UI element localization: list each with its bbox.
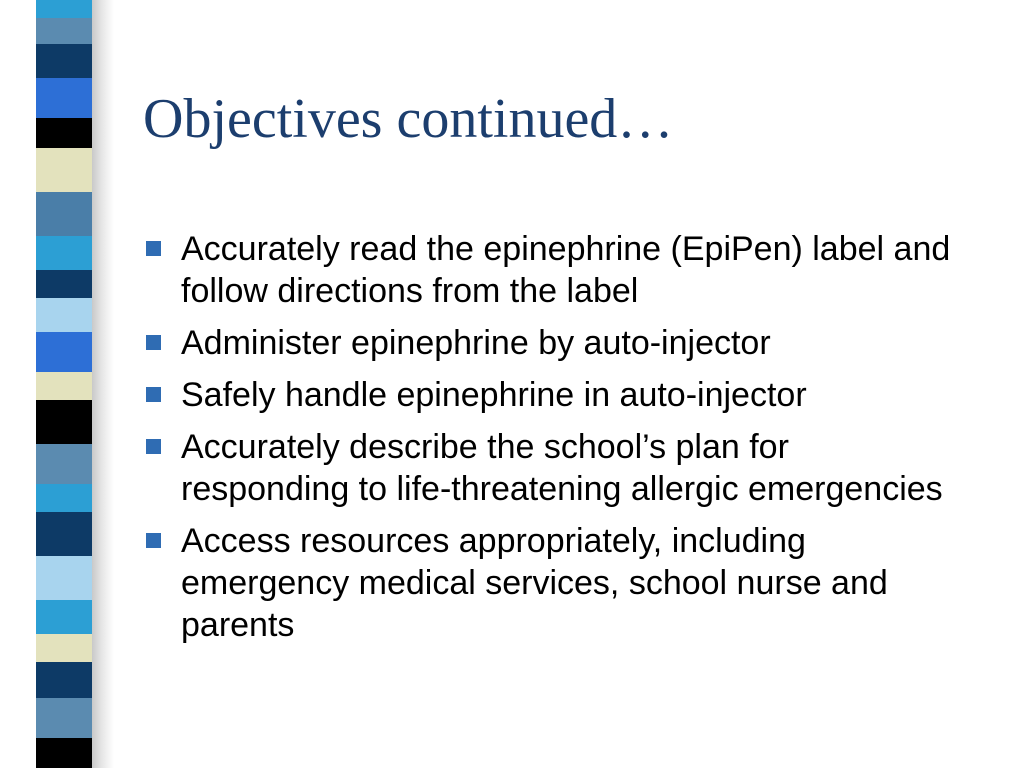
slide-title: Objectives continued… [143, 88, 674, 150]
strip-block [36, 372, 92, 400]
strip-block [36, 298, 92, 332]
strip-block [36, 698, 92, 738]
square-bullet-icon [146, 387, 161, 402]
square-bullet-icon [146, 241, 161, 256]
strip-block [36, 512, 92, 556]
strip-block [36, 78, 92, 118]
bullet-text: Administer epinephrine by auto-injector [181, 324, 771, 362]
square-bullet-icon [146, 533, 161, 548]
bullet-text: Accurately read the epinephrine (EpiPen) label and follow directions from the label [181, 230, 951, 310]
bullet-item [146, 520, 966, 646]
square-bullet-icon [146, 439, 161, 454]
strip-block [36, 400, 92, 444]
bullet-text: Safely handle epinephrine in auto-injector [181, 376, 807, 414]
strip-block [36, 236, 92, 270]
strip-block [36, 556, 92, 600]
strip-block [36, 332, 92, 372]
strip-block [36, 118, 92, 148]
strip-block [36, 484, 92, 512]
strip-block [36, 444, 92, 484]
bullet-text: Accurately describe the school’s plan for responding to life-threatening allergic emergencies [181, 428, 943, 508]
strip-block [36, 270, 92, 298]
strip-block [36, 634, 92, 662]
strip-block [36, 738, 92, 768]
bullet-text: Access resources appropriately, including emergency medical services, school nurse and parents [181, 522, 888, 644]
bullet-list [146, 228, 966, 656]
strip-shadow [92, 0, 114, 768]
bullet-item [146, 322, 966, 364]
strip-block [36, 18, 92, 44]
bullet-item [146, 426, 966, 510]
strip-block [36, 662, 92, 698]
bullet-item [146, 374, 966, 416]
strip-block [36, 600, 92, 634]
strip-block [36, 192, 92, 236]
strip-block [36, 44, 92, 78]
square-bullet-icon [146, 335, 161, 350]
bullet-item [146, 228, 966, 312]
decorative-strip [36, 0, 92, 768]
strip-block [36, 0, 92, 18]
strip-block [36, 148, 92, 192]
